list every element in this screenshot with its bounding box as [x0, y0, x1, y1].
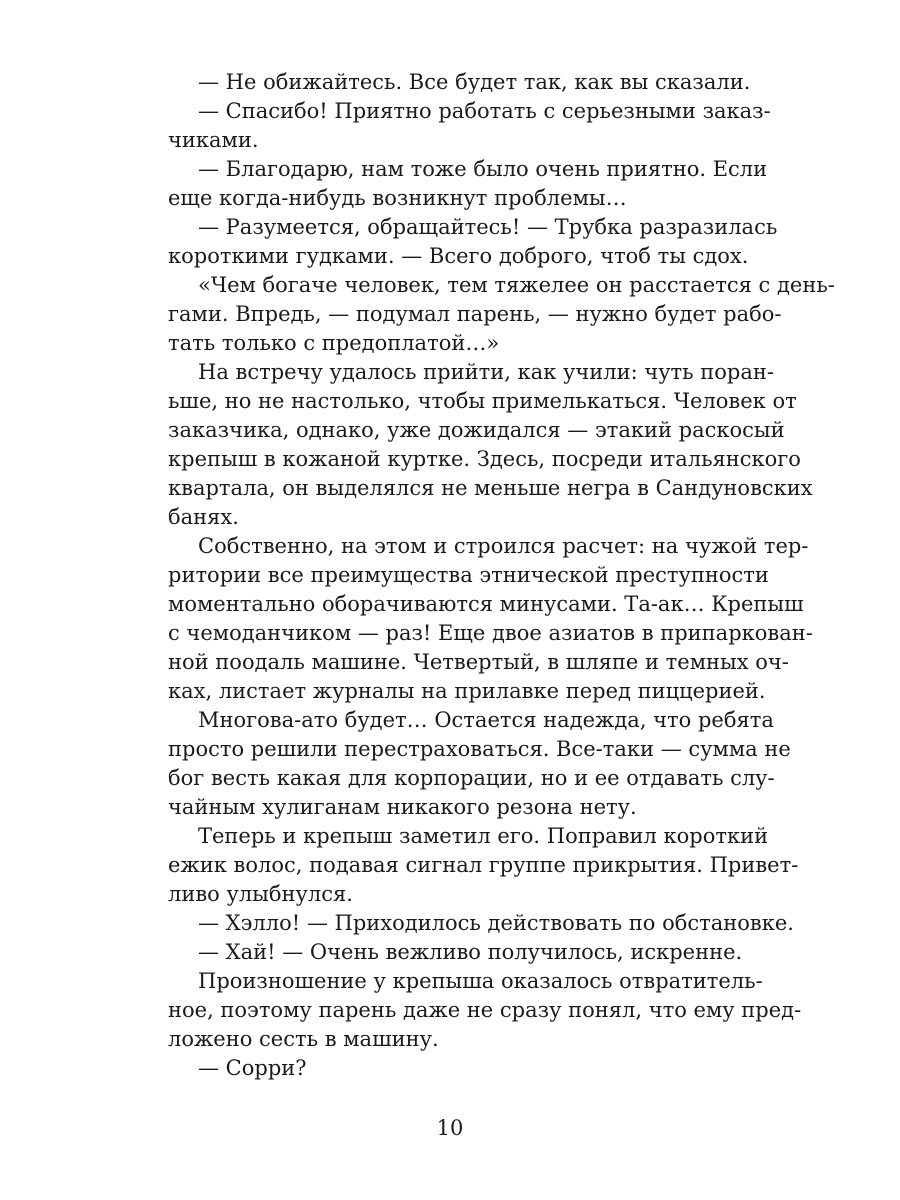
- text-line: Теперь и крепыш заметил его. Поправил короткий: [198, 824, 769, 848]
- text-line: На встречу удалось прийти, как учили: чуть поран-: [198, 360, 774, 384]
- text-line: Произношение у крепыша оказалось отвратитель-: [198, 969, 763, 993]
- text-line: — Благодарю, нам тоже было очень приятно. Если: [198, 157, 768, 181]
- text-line: «Чем богаче человек, тем тяжелее он расстается с день-: [198, 273, 835, 297]
- text-line: еще когда-нибудь возникнут проблемы…: [168, 186, 627, 210]
- text-line: ной поодаль машине. Четвертый, в шляпе и темных оч-: [168, 650, 789, 674]
- text-line: заказчика, однако, уже дожидался — этакий раскосый: [168, 418, 785, 442]
- text-line: ритории все преимущества этнической преступности: [168, 563, 769, 587]
- text-line: ьше, но не настолько, чтобы примелькаться. Человек от: [168, 389, 797, 413]
- text-line: — Хэлло! — Приходилось действовать по обстановке.: [198, 911, 794, 935]
- text-line: ливо улыбнулся.: [168, 882, 353, 906]
- text-line: крепыш в кожаной куртке. Здесь, посреди итальянского: [168, 447, 801, 471]
- text-line: чиками.: [168, 128, 259, 152]
- text-line: короткими гудками. — Всего доброго, чтоб ты сдох.: [168, 244, 749, 268]
- text-line: моментально оборачиваются минусами. Та-ак… Крепыш: [168, 592, 804, 616]
- text-line: — Сорри?: [198, 1056, 307, 1080]
- text-line: с чемоданчиком — раз! Еще двое азиатов в припаркован-: [168, 621, 813, 645]
- text-line: чайным хулиганам никакого резона нету.: [168, 795, 637, 819]
- text-line: ежик волос, подавая сигнал группе прикрытия. Привет-: [168, 853, 799, 877]
- page-number: 10: [436, 1116, 464, 1140]
- text-line: — Разумеется, обращайтесь! — Трубка разразилась: [198, 215, 778, 239]
- text-line: ное, поэтому парень даже не сразу понял, что ему пред-: [168, 998, 802, 1022]
- text-line: просто решили перестраховаться. Все-таки — сумма не: [168, 737, 791, 761]
- text-line: квартала, он выделялся не меньше негра в Сандуновских: [168, 476, 813, 500]
- text-line: — Спасибо! Приятно работать с серьезными заказ-: [198, 99, 771, 123]
- text-line: — Не обижайтесь. Все будет так, как вы сказали.: [198, 70, 751, 94]
- body-text: [168, 68, 835, 1083]
- text-line: ках, листает журналы на прилавке перед пиццерией.: [168, 679, 766, 703]
- text-line: бог весть какая для корпорации, но и ее отдавать слу-: [168, 766, 775, 790]
- text-line: — Хай! — Очень вежливо получилось, искренне.: [198, 940, 743, 964]
- text-line: гами. Впредь, — подумал парень, — нужно будет рабо-: [168, 302, 782, 326]
- text-line: Многова-ато будет… Остается надежда, что ребята: [198, 708, 774, 732]
- text-line: ложено сесть в машину.: [168, 1027, 439, 1051]
- text-line: тать только с предоплатой…»: [168, 331, 500, 355]
- text-line: банях.: [168, 505, 239, 529]
- text-line: Собственно, на этом и строился расчет: на чужой тер-: [198, 534, 809, 558]
